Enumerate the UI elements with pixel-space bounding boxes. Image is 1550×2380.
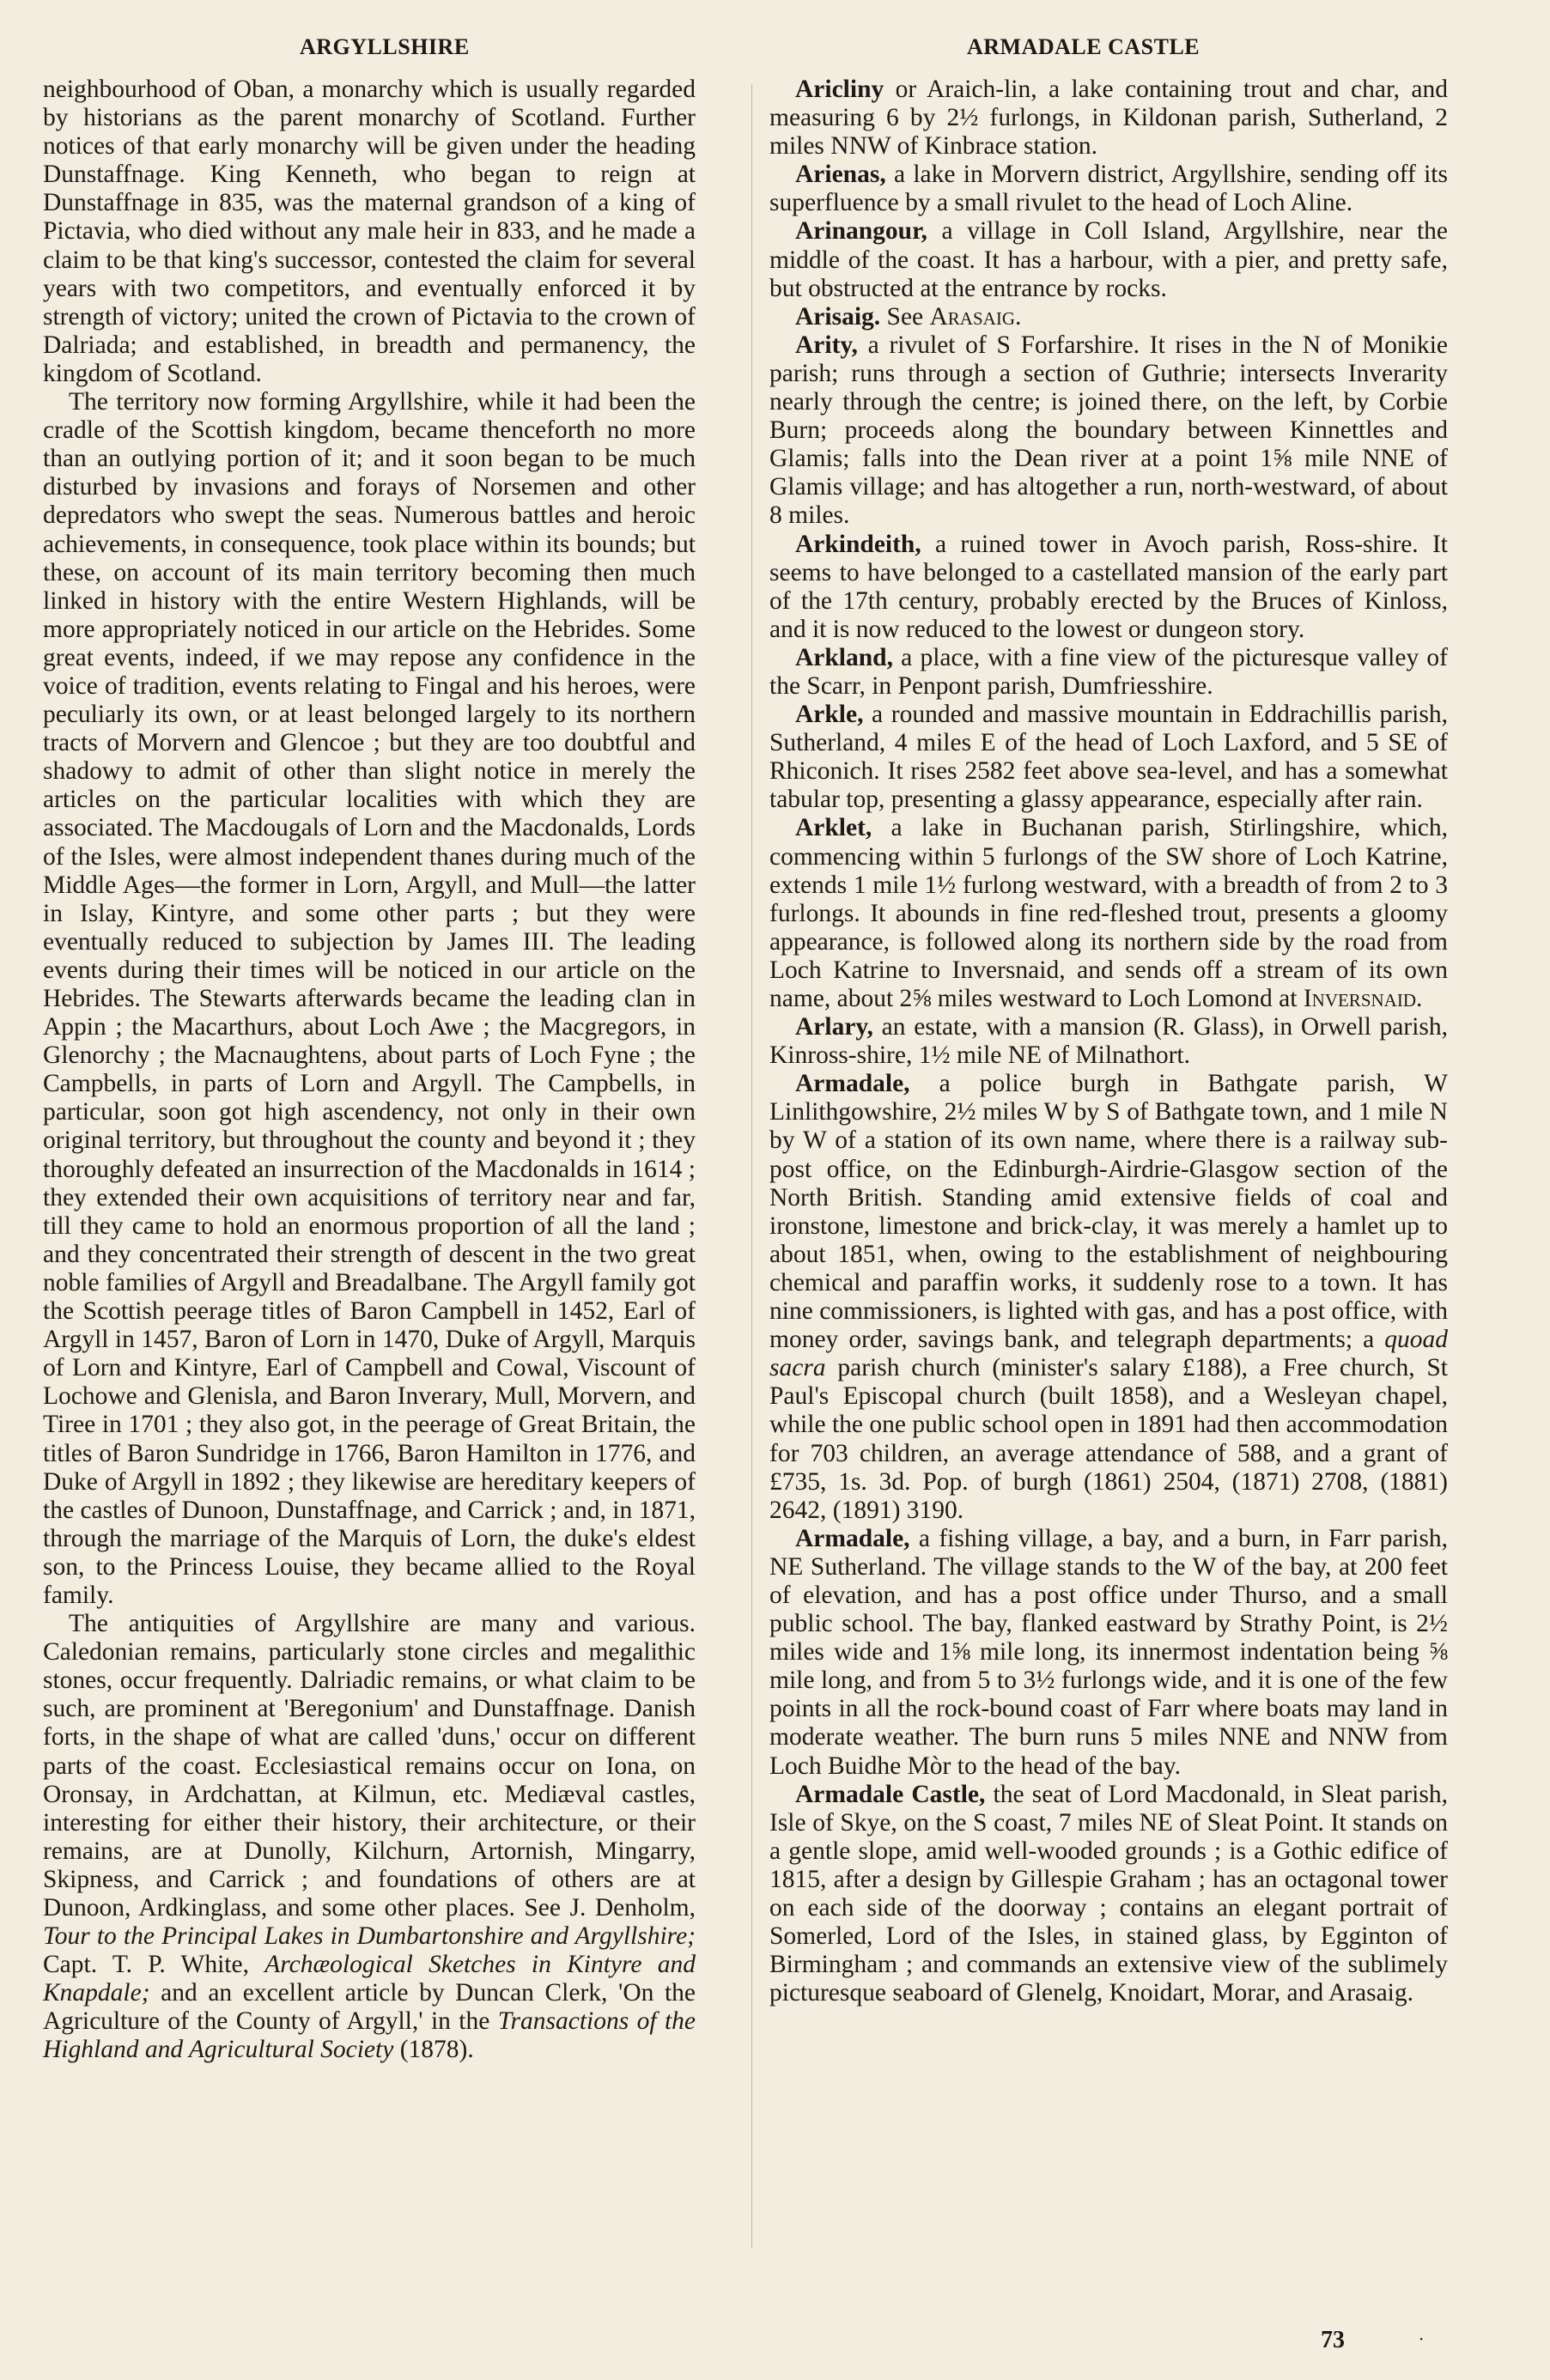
entry-text: an estate, with a mansion (R. Glass), in Orwell parish, Kinross-shire, 1½ mile NE of Milnathort.	[769, 1013, 1448, 1070]
entry-text: a police burgh in Bathgate parish, W Linlithgowshire, 2½ miles W by S of Bathgate town, and 1 mile N by W of a station of its own name, where there is a railway sub-post office, on the Edinburgh-Airdrie-Glasgow section of the North British. Standing amid extensive fields of coal and ironstone, limestone and brick-clay, it was merely a hamlet up to about 1851, when, owing to the establishment of neighbouring chemical and paraffin works, it suddenly rose to a town. It has nine commissioners, is lighted with gas, and has a post office, with money order, savings bank, and telegraph departments; a	[769, 1070, 1448, 1354]
entry-headword: Armadale,	[795, 1524, 910, 1552]
column-rule	[751, 84, 752, 2248]
running-head-left: ARGYLLSHIRE	[300, 34, 470, 59]
page-number: 73	[1321, 2327, 1345, 2353]
page-mark: ·	[1419, 2328, 1425, 2349]
entry-text: .	[1014, 302, 1022, 331]
entry-text: a rivulet of S Forfarshire. It rises in the N of Monikie parish; runs through a section of Guthrie; intersects Inverarity nearly through the centre; is joined there, on the left, by Corbie Burn; proceeds along the boundary between Kinnettles and Glamis; falls into the Dean river at a point 1⅝ mile NNE of Glamis village; and has altogether a run, north-westward, of about 8 miles.	[769, 331, 1448, 530]
entry-headword: Aricliny	[795, 76, 884, 103]
entry-text: a fishing village, a bay, and a burn, in Farr parish, NE Sutherland. The village stands to the W of the bay, at 200 feet of elevation, and has a post office under Thurso, and a small public school. The bay, flanked eastward by Strathy Point, is 2½ miles wide and 1⅝ mile long, its innermost indentation being ⅝ mile long, and from 5 to 3½ furlongs wide, and it is one of the few points in all the rock-bound coast of Farr where boats may land in moderate weather. The burn runs 5 miles NNE and NNW from Loch Buidhe Mòr to the head of the bay.	[769, 1524, 1448, 1780]
entry-text: a village in Coll Island, Argyllshire, near the middle of the coast. It has a harbour, with a pier, and pretty safe, but obstructed at the entrance by rocks.	[769, 217, 1448, 302]
entry-text: a lake in Buchanan parish, Stirlingshire, which, commencing within 5 furlongs of the SW shore of Loch Katrine, extends 1 mile 1½ furlong westward, with a breadth of from 2 to 3 furlongs. It abounds in fine red-fleshed trout, presents a gloomy appearance, is followed along its northern side by the road from Loch Katrine to Inversnaid, and sends off a stream of its own name, about 2⅝ miles westward to Loch Lomond at	[769, 814, 1448, 1012]
cross-reference: Inversnaid	[1303, 985, 1416, 1012]
book-title: Archæological Sketches in Kintyre and Knapdale;	[43, 1951, 696, 2007]
right-column	[769, 76, 1448, 2007]
entry-text: See	[880, 302, 930, 331]
running-head-right: ARMADALE CASTLE	[967, 34, 1200, 59]
entry-text: .	[1416, 985, 1423, 1012]
gazetteer-entry	[769, 161, 1448, 217]
book-title: Tour to the Principal Lakes in Dumbartonshire and Argyllshire;	[43, 1922, 696, 1951]
entry-headword: Armadale Castle,	[795, 1780, 986, 1808]
entry-text: a rounded and massive mountain in Eddrachillis parish, Sutherland, 4 miles E of the head of Loch Laxford, and 5 SE of Rhiconich. It rises 2582 feet above sea-level, and has a somewhat tabular top, presenting a glassy appearance, especially after rain.	[769, 701, 1448, 814]
entry-headword: Arienas,	[795, 161, 886, 189]
entry-text: the seat of Lord Macdonald, in Sleat parish, Isle of Skye, on the S coast, 7 miles NE of Sleat Point. It stands on a gentle slope, amid well-wooded grounds ; is a Gothic edifice of 1815, after a design by Gillespie Graham ; has an octagonal tower on each side of the doorway ; contains an elegant portrait of Somerled, Lord of the Isles, in stained glass, by Egginton of Birmingham ; and commands an extensive view of the sublimely picturesque seaboard of Glenelg, Knoidart, Morar, and Arasaig.	[769, 1780, 1448, 2007]
entry-text: a place, with a fine view of the picturesque valley of the Scarr, in Penpont parish, Dumfriesshire.	[769, 643, 1448, 700]
paragraph-text: (1878).	[393, 2036, 474, 2064]
gazetteer-entry	[769, 1781, 1448, 2008]
gazetteer-entry	[769, 217, 1448, 302]
gazetteer-entry	[769, 1525, 1448, 1781]
paragraph: neighbourhood of Oban, a monarchy which is usually regarded by historians as the parent monarchy of Scotland. Further notices of that early monarchy will be given under the heading Dunstaffnage. King Kenneth, who began to reign at Dunstaffnage in 835, was the maternal grandson of a king of Pictavia, who died without any male heir in 833, and he made a claim to be that king's successor, contested the claim for several years with two competitors, and eventually enforced it by strength of victory; united the crown of Pictavia to the crown of Dalriada; and established, in breadth and permanency, the kingdom of Scotland.	[43, 76, 696, 387]
gazetteer-entry	[769, 331, 1448, 531]
entry-headword: Arity,	[795, 331, 858, 359]
cross-reference: Arasaig	[929, 302, 1015, 331]
gazetteer-entry	[769, 1013, 1448, 1070]
gazetteer-entry	[769, 701, 1448, 814]
gazetteer-entry	[769, 76, 1448, 161]
paragraph-text: and an excellent article by Duncan Clerk, 'On the Agriculture of the County of Argyll,' in the	[43, 1979, 696, 2036]
journal-title: Transactions of the Highland and Agricultural Society	[43, 2007, 696, 2064]
entry-text: or Araich-lin, a lake containing trout and char, and measuring 6 by 2½ furlongs, in Kildonan parish, Sutherland, 2 miles NNW of Kinbrace station.	[769, 76, 1448, 161]
entry-headword: Armadale,	[795, 1070, 910, 1098]
paragraph-text: The antiquities of Argyllshire are many and various. Caledonian remains, particularly stone circles and megalithic stones, occur frequently. Dalriadic remains, or what claim to be such, are prominent at 'Beregonium' and Dunstaffnage. Danish forts, in the shape of what are called 'duns,' occur on different parts of the coast. Ecclesiastical remains occur on Iona, on Oronsay, in Ardchattan, at Kilmun, etc. Mediæval castles, interesting for either their history, their architecture, or their remains, are at Dunolly, Kilchurn, Artornish, Mingarry, Skipness, and Carrick ; and foundations of others are at Dunoon, Ardkinglass, and some other places. See J. Denholm,	[43, 1610, 696, 1922]
entry-headword: Arlary,	[795, 1013, 873, 1041]
gazetteer-entry	[769, 531, 1448, 644]
entry-headword: Arklet,	[795, 814, 872, 842]
paragraph	[43, 1610, 696, 2065]
paragraph-text: Capt. T. P. White,	[43, 1951, 265, 1979]
entry-text: a ruined tower in Avoch parish, Ross-shire. It seems to have belonged to a castellated mansion of the early part of the 17th century, probably erected by the Bruces of Kinloss, and it is now reduced to the lowest or dungeon story.	[769, 530, 1448, 643]
gazetteer-entry	[769, 814, 1448, 1013]
gazetteer-entry	[769, 303, 1448, 331]
entry-headword: Arkle,	[795, 701, 864, 729]
entry-headword: Arkland,	[795, 643, 893, 671]
gazetteer-entry	[769, 644, 1448, 701]
entry-italic: quoad sacra	[769, 1326, 1448, 1382]
entry-text: parish church (minister's salary £188), a Free church, St Paul's Episcopal church (built 1858), and a Wesleyan chapel, while the one public school open in 1891 had then accommodation for 703 children, an average attendance of 588, and a grant of £735, 1s. 3d. Pop. of burgh (1861) 2504, (1871) 2708, (1881) 2642, (1891) 3190.	[769, 1354, 1448, 1524]
entry-text: a lake in Morvern district, Argyllshire, sending off its superfluence by a small rivulet to the head of Loch Aline.	[769, 161, 1448, 217]
entry-headword: Arkindeith,	[795, 530, 921, 558]
entry-headword: Arisaig.	[795, 302, 881, 331]
paragraph: The territory now forming Argyllshire, while it had been the cradle of the Scottish kingdom, became thenceforth no more than an outlying portion of it; and it soon began to be much disturbed by invasions and forays of Norsemen and other depredators who swept the seas. Numerous battles and heroic achievements, in consequence, took place within its bounds; but these, on account of its main territory becoming then much linked in history with the entire Western Highlands, will be more appropriately noticed in our article on the Hebrides. Some great events, indeed, if we may repose any confidence in the voice of tradition, events relating to Fingal and his heroes, were peculiarly its own, or at least belonged largely to its northern tracts of Morvern and Glencoe ; but they are too doubtful and shadowy to admit of other than slight notice in merely the articles on the particular localities with which they are associated. The Macdougals of Lorn and the Macdonalds, Lords of the Isles, were almost independent thanes during much of the Middle Ages—the former in Lorn, Argyll, and Mull—the latter in Islay, Kintyre, and some other parts ; but they were eventually reduced to subjection by James III. The leading events during their times will be noticed in our article on the Hebrides. The Stewarts afterwards became the leading clan in Appin ; the Macarthurs, about Loch Awe ; the Macgregors, in Glenorchy ; the Macnaughtens, about parts of Loch Fyne ; the Campbells, in parts of Lorn and Argyll. The Campbells, in particular, soon got high ascendency, not only in their own original territory, but throughout the county and beyond it ; they thoroughly defeated an insurrection of the Macdonalds in 1614 ; they extended their own acquisitions of territory near and far, till they came to hold an enormous proportion of all the land ; and they concentrated their strength of descent in the two great noble families of Argyll and Breadalbane. The Argyll family got the Scottish peerage titles of Baron Campbell in 1452, Earl of Argyll in 1457, Baron of Lorn in 1470, Duke of Argyll, Marquis of Lorn and Kintyre, Earl of Campbell and Cowal, Viscount of Lochowe and Glenisla, and Baron Inverary, Mull, Morvern, and Tiree in 1701 ; they also got, in the peerage of Great Britain, the titles of Baron Sundridge in 1766, Baron Hamilton in 1776, and Duke of Argyll in 1892 ; they likewise are hereditary keepers of the castles of Dunoon, Dunstaffnage, and Carrick ; and, in 1871, through the marriage of the Marquis of Lorn, the duke's eldest son, to the Princess Louise, they became allied to the Royal family.	[43, 388, 696, 1609]
gazetteer-entry	[769, 1070, 1448, 1525]
entry-headword: Arinangour,	[795, 217, 927, 246]
left-column	[43, 76, 696, 2065]
